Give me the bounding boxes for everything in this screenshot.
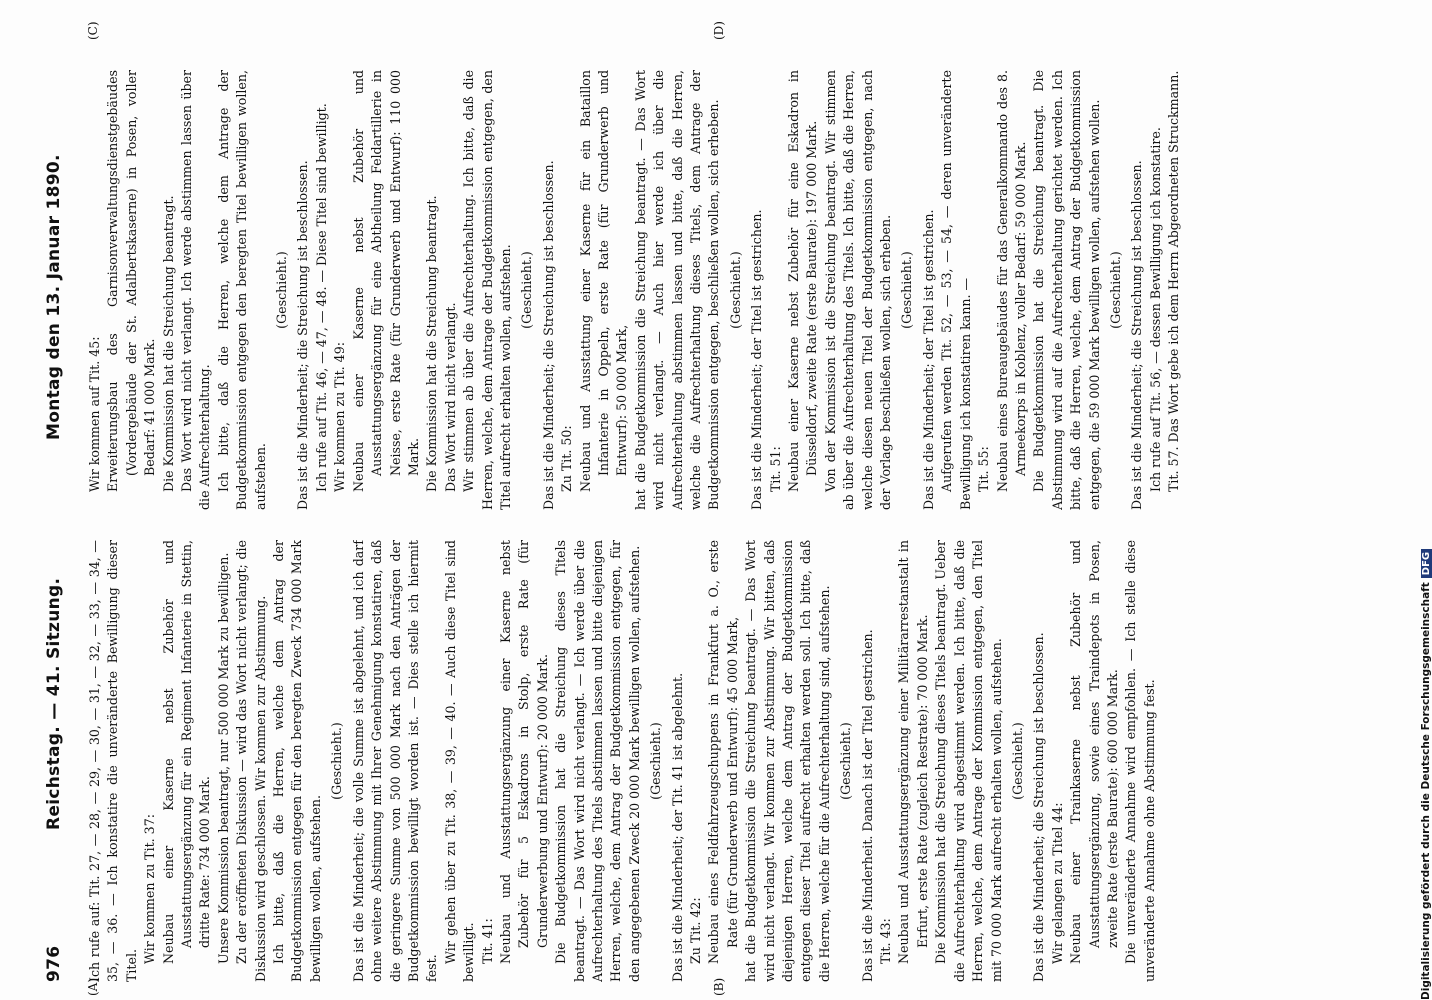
paragraph: (Geschieht.) xyxy=(648,722,664,800)
paragraph: Aufgerufen werden Tit. 52, — 53, — 54, — deren unveränderte Bewilligung ich konstatiren kann. — xyxy=(939,70,973,510)
paragraph: Tit. 57. Das Wort gebe ich dem Herrn Abgeordneten Struckmann. xyxy=(1166,70,1182,492)
paragraph: Ich rufe auf Tit. 46, — 47, — 48. — Diese Titel sind bewilligt. xyxy=(313,103,329,492)
paragraph: Tit. 41: xyxy=(479,918,495,964)
digitization-credit xyxy=(1420,549,1432,1000)
paragraph: (Geschieht.) xyxy=(329,722,345,800)
paragraph: Die Budgetkommission hat die Streichung dieses Titels beantragt. — Das Wort wird nicht verlangt. — Ich werde über die Aufrechterhaltung des Titels abstimmen lassen und bitte diejenigen Herren, welche, dem Antrag der Budgetkommission entgegen, für den angegebenen Zweck 20 000 Mark bewilligen wollen, aufstehen. xyxy=(553,540,642,982)
paragraph: Das ist die Minderheit; die Streichung ist beschlossen. xyxy=(540,160,556,510)
paragraph: Wir kommen zu Tit. 37: xyxy=(142,814,158,964)
paragraph: Erweiterungsbau des Garnisonverwaltungsdienstgebäudes (Vordergebäude der St. Adalbertskaserne) in Posen, voller Bedarf: 41 000 Mark. xyxy=(105,70,158,492)
paragraph: Ich bitte, daß die Herren, welche dem Antrag der Budgetkommission entgegen für den beregten Zweck 734 000 Mark bewilligen wollen, aufstehen. xyxy=(271,540,323,982)
paragraph: Neubau eines Bureaugebäudes für das Generalkommando des 8. Armeekorps in Koblenz, voller Bedarf: 59 000 Mark. xyxy=(994,70,1028,492)
paragraph: Zu Tit. 50: xyxy=(559,425,575,492)
paragraph: Neubau und Ausstattungsergänzung einer Kaserne nebst Zubehör für 5 Eskadrons in Stolp, erste Rate (für Grunderwerbung und Entwurf): 20 000 Mark. xyxy=(497,540,550,964)
paragraph: Tit. 51: xyxy=(767,446,783,492)
paragraph: Neubau und Ausstattungsergänzung einer Militärarrestanstalt in Erfurt, erste Rate (zugleich Restrate): 70 000 Mark. xyxy=(896,540,930,964)
paragraph: Die Kommission hat die Streichung dieses Titels beantragt. Ueber die Aufrechterhaltung wird abgestimmt werden. Ich bitte, daß die Herren, welche, dem Antrage der Kommission entgegen, den Titel mit 70 000 Mark aufrecht erhalten wollen, aufstehen. xyxy=(933,540,1004,982)
right-column xyxy=(86,70,1422,510)
paragraph: Das ist die Minderheit; die volle Summe ist abgelehnt, und ich darf ohne weitere Abstimmung mit Ihrer Genehmigung konstatiren, daß die geringere Summe von 500 000 Mark nach den Anträgen der Budgetkommission bewilligt worden ist. — Dies stelle ich hiermit fest. xyxy=(350,540,440,982)
paragraph: Neubau und Ausstattung einer Kaserne für ein Bataillon Infanterie in Oppeln, erste Rate (für Grunderwerb und Entwurf): 50 000 Mark, xyxy=(577,70,630,492)
paragraph: Ich rufe auf: Tit. 27, — 28, — 29, — 30, — 31, — 32, — 33, — 34, — 35, — 36. — Ich konstatire die unveränderte Bewilligung dieser Titel. xyxy=(87,540,139,982)
paragraph: Die unveränderte Annahme wird empfohlen. — Ich stelle diese unveränderte Annahme ohne Abstimmung fest. xyxy=(1123,540,1157,982)
paragraph: Das ist die Minderheit. Danach ist der Titel gestrichen. xyxy=(859,629,875,982)
paragraph: Das ist die Minderheit; der Titel ist gestrichen. xyxy=(749,209,765,510)
paragraph: Neubau einer Kaserne nebst Zubehör und Ausstattungsergänzung für eine Abtheilung Feldartillerie in Neisse, erste Rate (für Grunderwerb und Entwurf): 110 000 Mark. xyxy=(350,70,421,492)
paragraph: hat die Budgetkommission die Streichung beantragt. — Das Wort wird nicht verlangt. — Auch hier werde ich über die Aufrechterhaltung abstimmen lassen und bitte, daß die Herren, welche die Aufrechterhaltung dieses Titels, dem Antrage der Budgetkommission entgegen, beschließen wollen, sich erheben. xyxy=(632,70,722,510)
paragraph: (Geschieht.) xyxy=(1107,251,1123,329)
paragraph: Neubau eines Feldfahrzeugschuppens in Frankfurt a. O., erste Rate (für Grunderwerb und Entwurf): 45 000 Mark, xyxy=(706,540,740,964)
paragraph: Neubau einer Kaserne nebst Zubehör und Ausstattungsergänzung für ein Regiment Infanterie in Stettin, dritte Rate: 734 000 Mark. xyxy=(160,540,213,964)
credit-text: Digitalisierung gefördert durch die Deutsche Forschungsgemeinschaft xyxy=(1420,582,1432,1000)
paragraph: Wir stimmen ab über die Aufrechterhaltung. Ich bitte, daß die Herren, welche, dem Antrage der Budgetkommission entgegen, den Titel aufrecht erhalten wollen, aufstehen. xyxy=(461,70,513,510)
paragraph: (Geschieht.) xyxy=(519,251,535,329)
paragraph: (Geschieht.) xyxy=(727,251,743,329)
margin-mark-c: (C) xyxy=(86,21,100,40)
paragraph: Wir gehen über zu Tit. 38, — 39, — 40. — Auch diese Titel sind bewilligt. xyxy=(442,540,477,982)
paragraph: Zu Tit. 42: xyxy=(688,897,703,964)
paragraph: Unsere Kommission beantragt, nur 500 000 Mark zu bewilligen. xyxy=(215,552,231,964)
margin-mark-a: (A) xyxy=(86,977,100,996)
paragraph: Wir gelangen zu Titel 44: xyxy=(1049,802,1065,964)
paragraph: Tit. 43: xyxy=(878,918,894,964)
margin-mark-b: (B) xyxy=(712,977,726,996)
paragraph: Das Wort wird nicht verlangt. Ich werde abstimmen lassen über die Aufrechterhaltung. xyxy=(179,70,213,510)
paragraph: Wir kommen zu Tit. 49: xyxy=(332,342,348,492)
paragraph: Zu der eröffneten Diskussion — wird das Wort nicht verlangt; die Diskussion wird geschlossen. Wir kommen zur Abstimmung. xyxy=(234,540,268,982)
paragraph: Wir kommen auf Tit. 45: xyxy=(87,336,102,492)
paragraph: (Geschieht.) xyxy=(838,722,854,800)
paragraph: Die Kommission hat die Streichung beantragt. xyxy=(160,195,176,492)
paragraph: (Geschieht.) xyxy=(274,251,290,329)
header-left-title: Reichstag. — 41. Sitzung. xyxy=(44,577,64,830)
margin-mark-d: (D) xyxy=(712,21,726,40)
paragraph: Das ist die Minderheit; der Titel ist gestrichen. xyxy=(920,209,936,510)
paragraph: Das ist die Minderheit; die Streichung ist beschlossen. xyxy=(1031,632,1047,982)
paragraph: Von der Kommission ist die Streichung beantragt. Wir stimmen ab über die Aufrechterhaltung des Titels. Ich bitte, daß die Herren, welche diesen neuen Titel der Budgetkommission entgegen, nach der Vorlage beschließen wollen, sich erheben. xyxy=(822,70,894,510)
header-right-title: Montag den 13. Januar 1890. xyxy=(44,154,64,440)
left-column xyxy=(86,540,1422,982)
paragraph: Das ist die Minderheit; die Streichung ist beschlossen. xyxy=(1129,160,1145,510)
paragraph: Die Kommission hat die Streichung beantragt. xyxy=(424,195,440,492)
paragraph: hat die Budgetkommission die Streichung beantragt. — Das Wort wird nicht verlangt. Wir kommen zur Abstimmung. Wir bitten, daß diejenigen Herren, welche dem Antrag der Budgetkommission entgegen dieser Titel aufrecht erhalten werden soll. Ich bitte, daß die Herren, welche für die Aufrechterhaltung sind, aufstehen. xyxy=(743,540,832,982)
paragraph: Das ist die Minderheit; die Streichung ist beschlossen. xyxy=(295,160,311,510)
paragraph: Ich rufe auf Tit. 56, — dessen Bewilligung ich konstatire. xyxy=(1147,127,1163,492)
paragraph: Neubau einer Trainkaserne nebst Zubehör und Ausstattungsergänzung, sowie eines Traindepots in Posen, zweite Rate (erste Baurate): 600 000 Mark. xyxy=(1068,540,1120,964)
paragraph: (Geschieht.) xyxy=(1009,722,1025,800)
page-header xyxy=(44,0,84,1000)
paragraph: Das Wort wird nicht verlangt. xyxy=(442,302,458,492)
paragraph: (Geschieht.) xyxy=(899,251,915,329)
paragraph: Die Budgetkommission hat die Streichung beantragt. Die Abstimmung wird auf die Aufrechterhaltung gerichtet werden. Ich bitte, daß die Herren, welche, dem Antrag der Budgetkommission entgegen, die 59 000 Mark bewilligen wollen, aufstehen wollen. xyxy=(1031,70,1102,510)
paragraph: Das ist die Minderheit; der Tit. 41 ist abgelehnt. xyxy=(669,672,685,982)
paragraph: Ich bitte, daß die Herren, welche dem Antrage der Budgetkommission entgegen den beregten Titel bewilligen wollen, aufstehen. xyxy=(215,70,268,510)
paragraph: Tit. 55: xyxy=(976,446,992,492)
dfg-logo: DFG xyxy=(1421,549,1432,578)
paragraph: Neubau einer Kaserne nebst Zubehör für eine Eskadron in Düsseldorf, zweite Rate (erste Baurate): 197 000 Mark. xyxy=(786,70,820,492)
page-number: 976 xyxy=(44,945,64,982)
